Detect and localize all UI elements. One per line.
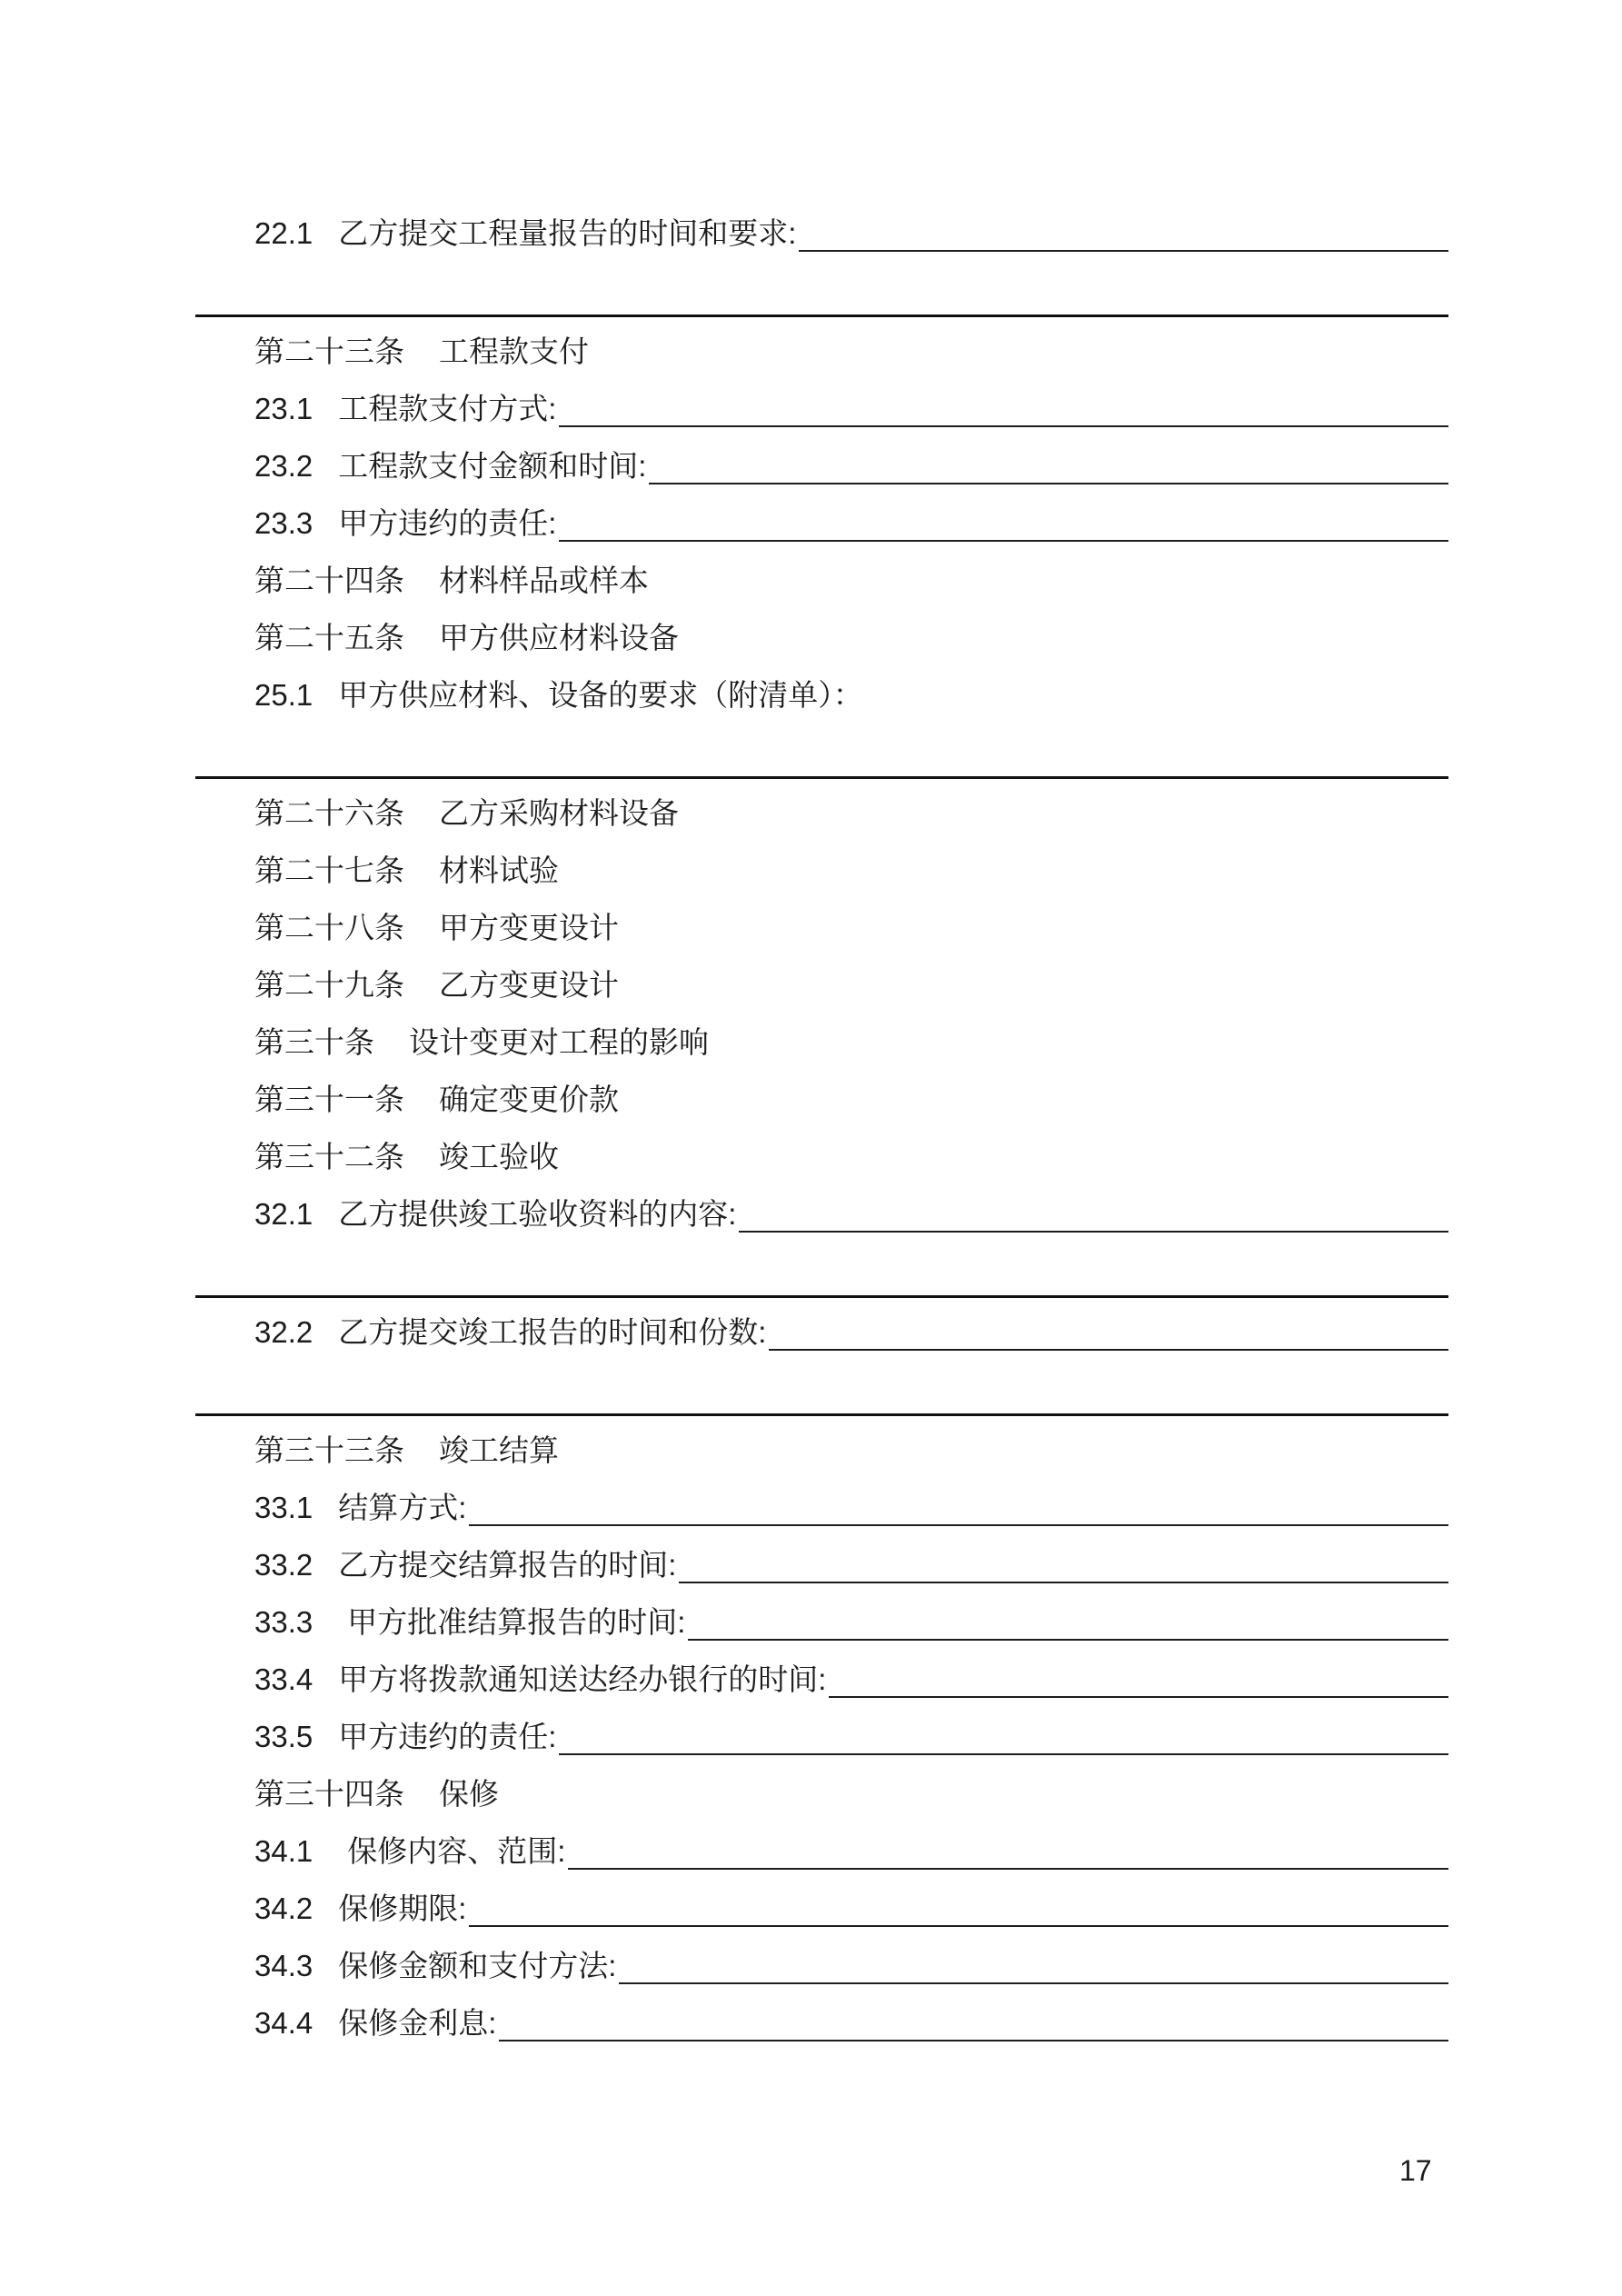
clause-number: 34.2 [254, 1892, 313, 1925]
fill-in-blank-line[interactable] [799, 237, 1448, 252]
clause-field [254, 1185, 1448, 1243]
article-heading [254, 1422, 1448, 1479]
clause-field [254, 1479, 1448, 1536]
article-title: 甲方供应材料设备 [439, 621, 679, 654]
clause-number: 32.2 [254, 1315, 313, 1349]
fill-in-blank-line[interactable] [559, 527, 1448, 542]
clause-number: 22.1 [254, 216, 313, 250]
article-heading [254, 956, 1448, 1013]
article-number: 第三十二条 [254, 1140, 404, 1173]
fill-in-blank-line[interactable] [769, 1336, 1448, 1351]
clause-label: 保修内容、范围: [347, 1834, 566, 1868]
article-number: 第二十四条 [254, 564, 404, 597]
article-title: 确定变更价款 [439, 1083, 619, 1116]
clause-label: 保修期限: [338, 1892, 467, 1925]
fill-in-blank-line[interactable] [469, 1512, 1448, 1526]
article-title: 乙方采购材料设备 [439, 796, 679, 830]
article-title: 甲方变更设计 [439, 911, 619, 944]
clause-number: 33.3 [254, 1605, 313, 1639]
fill-in-blank-line[interactable] [739, 1218, 1448, 1233]
clause-field [254, 1593, 1448, 1651]
clause-field [254, 1937, 1448, 1994]
clause-label: 甲方违约的责任: [338, 506, 557, 540]
clause-field [254, 666, 1448, 724]
clause-number: 33.2 [254, 1548, 313, 1582]
article-title: 材料样品或样本 [439, 564, 649, 597]
clause-label: 乙方提交竣工报告的时间和份数: [338, 1315, 767, 1349]
clause-field [254, 1994, 1448, 2051]
clause-label: 乙方提交工程量报告的时间和要求: [338, 216, 797, 250]
clause-field [254, 1708, 1448, 1765]
clause-label: 工程款支付金额和时间: [338, 449, 647, 483]
blank-continuation-rule [195, 262, 1448, 317]
fill-in-blank-line[interactable] [499, 2027, 1448, 2041]
article-heading [254, 1013, 1448, 1071]
clause-number: 33.4 [254, 1662, 313, 1696]
clause-number: 34.4 [254, 2006, 313, 2040]
article-number: 第三十三条 [254, 1433, 404, 1467]
article-title: 工程款支付 [439, 334, 589, 368]
clause-label: 结算方式: [338, 1491, 467, 1524]
clause-number: 34.1 [254, 1834, 313, 1868]
article-heading [254, 784, 1448, 842]
clause-field [254, 380, 1448, 437]
article-number: 第三十条 [254, 1025, 374, 1059]
article-number: 第二十九条 [254, 968, 404, 1002]
clause-label: 甲方违约的责任: [338, 1720, 557, 1753]
fill-in-blank-line[interactable] [829, 1683, 1448, 1698]
article-heading [254, 323, 1448, 380]
blank-continuation-rule [195, 1361, 1448, 1416]
article-number: 第二十七条 [254, 854, 404, 887]
clause-label: 甲方供应材料、设备的要求（附清单）： [338, 678, 863, 712]
article-number: 第二十三条 [254, 334, 404, 368]
fill-in-blank-line[interactable] [688, 1626, 1448, 1641]
clause-field [254, 1536, 1448, 1593]
clause-number: 33.1 [254, 1491, 313, 1524]
clause-field [254, 494, 1448, 552]
article-heading [254, 552, 1448, 609]
article-number: 第二十八条 [254, 911, 404, 944]
fill-in-blank-line[interactable] [649, 470, 1448, 484]
article-heading [254, 842, 1448, 899]
article-heading [254, 609, 1448, 666]
clause-label: 保修金额和支付方法: [338, 1949, 617, 1982]
clause-field [254, 1651, 1448, 1708]
clause-field [254, 1303, 1448, 1361]
clause-number: 23.1 [254, 392, 313, 425]
clause-number: 23.3 [254, 506, 313, 540]
clause-number: 23.2 [254, 449, 313, 483]
article-heading [254, 899, 1448, 956]
clause-label: 保修金利息: [338, 2006, 497, 2040]
clause-label: 工程款支付方式: [338, 392, 557, 425]
fill-in-blank-line[interactable] [469, 1912, 1448, 1927]
clause-number: 25.1 [254, 678, 313, 712]
clause-field [254, 205, 1448, 262]
fill-in-blank-line[interactable] [559, 1741, 1448, 1755]
clause-field [254, 437, 1448, 494]
article-title: 乙方变更设计 [439, 968, 619, 1002]
article-number: 第二十五条 [254, 621, 404, 654]
fill-in-blank-line[interactable] [568, 1855, 1448, 1870]
article-title: 材料试验 [439, 854, 559, 887]
clause-label: 乙方提供竣工验收资料的内容: [338, 1197, 737, 1231]
clause-label: 甲方将拨款通知送达经办银行的时间: [338, 1662, 827, 1696]
clause-number: 32.1 [254, 1197, 313, 1231]
article-title: 保修 [439, 1777, 499, 1811]
clause-field [254, 1880, 1448, 1937]
article-heading [254, 1128, 1448, 1185]
article-title: 竣工验收 [439, 1140, 559, 1173]
page-number: 17 [1399, 2154, 1432, 2187]
article-number: 第二十六条 [254, 796, 404, 830]
article-number: 第三十四条 [254, 1777, 404, 1811]
clause-number: 33.5 [254, 1720, 313, 1753]
article-heading [254, 1765, 1448, 1822]
clause-label: 甲方批准结算报告的时间: [347, 1605, 686, 1639]
clause-label: 乙方提交结算报告的时间: [338, 1548, 677, 1582]
fill-in-blank-line[interactable] [679, 1569, 1448, 1583]
clause-field [254, 1822, 1448, 1880]
blank-continuation-rule [195, 724, 1448, 779]
fill-in-blank-line[interactable] [619, 1970, 1448, 1984]
article-title: 设计变更对工程的影响 [409, 1025, 709, 1059]
fill-in-blank-line[interactable] [559, 413, 1448, 427]
article-heading [254, 1071, 1448, 1128]
clause-number: 34.3 [254, 1949, 313, 1982]
blank-continuation-rule [195, 1243, 1448, 1298]
article-number: 第三十一条 [254, 1083, 404, 1116]
article-title: 竣工结算 [439, 1433, 559, 1467]
